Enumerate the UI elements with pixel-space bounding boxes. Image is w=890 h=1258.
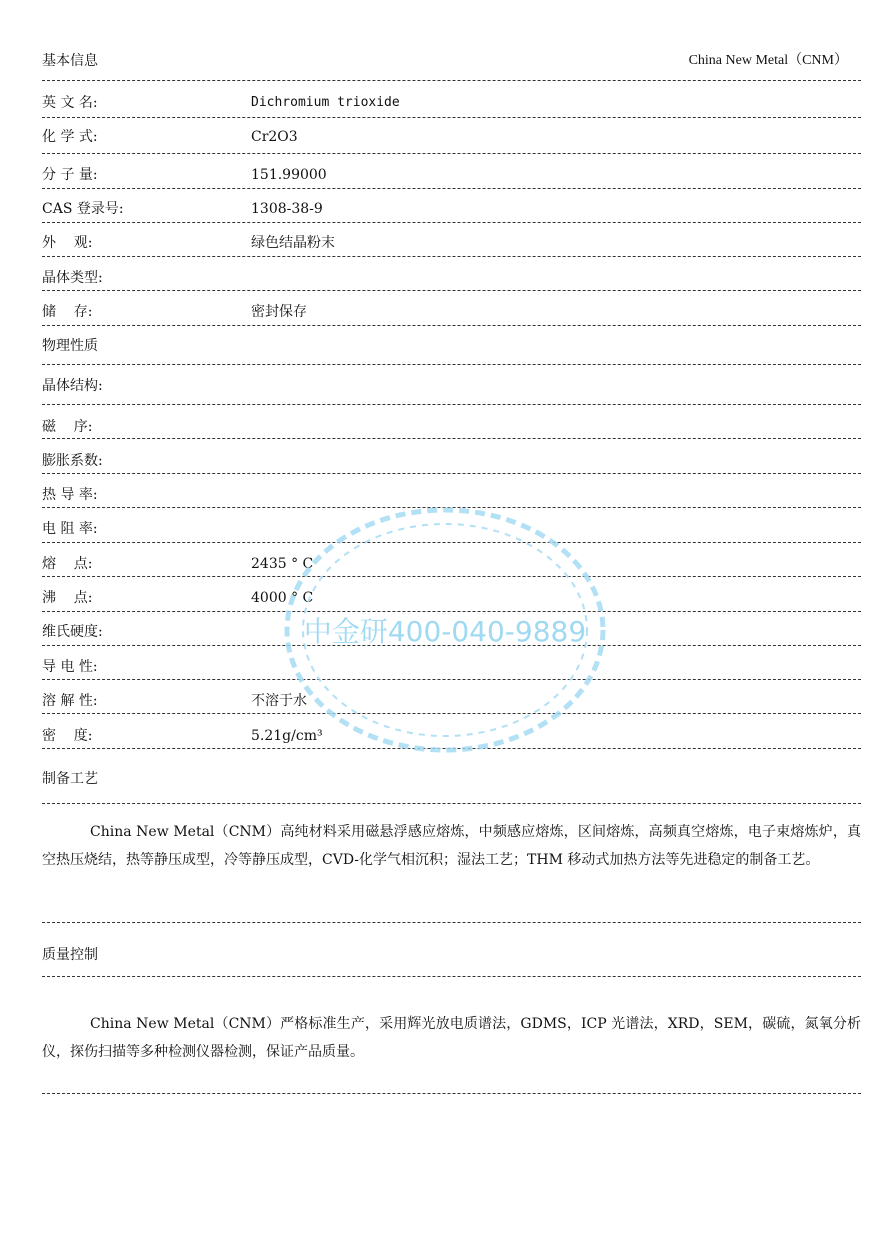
divider [42,611,861,612]
divider [42,679,861,680]
company-name: China New Metal（CNM） [688,53,848,68]
divider [42,576,861,577]
divider [42,325,861,326]
divider [42,256,861,257]
preparation-paragraph: China New Metal（CNM）高纯材料采用磁悬浮感应熔炼，中频感应熔炼，区间熔炼，高频真空熔炼，电子束熔炼炉，真空热压烧结，热等静压成型，冷等静压成型，CVD-化学气相沉积；湿法工艺；THM 移动式加热方法等先进稳定的制备工艺。 [42,824,861,868]
label-melting-point: 熔 点: [42,556,93,572]
divider [42,364,861,365]
label-cas: CAS 登录号: [42,201,124,217]
value-english-name: Dichromium trioxide [251,95,400,110]
label-conductivity: 导 电 性: [42,659,98,675]
label-expansion: 膨胀系数: [42,453,103,469]
label-molecular-weight: 分 子 量: [42,167,98,183]
divider [42,188,861,189]
divider [42,80,861,81]
value-boiling-point: 4000 ° C [251,590,314,606]
value-melting-point: 2435 ° C [251,556,314,572]
label-magnetic-order: 磁 序: [42,419,93,435]
value-cas: 1308-38-9 [251,201,323,217]
value-solubility: 不溶于水 [251,693,307,709]
label-resistivity: 电 阻 率: [42,521,98,537]
value-molecular-weight: 151.99000 [251,167,327,183]
divider [42,1093,861,1094]
label-crystal-type: 晶体类型: [42,270,103,286]
divider [42,645,861,646]
value-density: 5.21g/cm³ [251,728,323,744]
section-title-physical: 物理性质 [42,338,98,354]
section-title-basic-info: 基本信息 [42,53,98,69]
divider [42,290,861,291]
value-appearance: 绿色结晶粉末 [251,235,335,251]
section-title-preparation: 制备工艺 [42,771,98,787]
watermark-text: 中金研400-040-9889 [303,615,587,648]
divider [42,922,861,923]
label-english-name: 英 文 名: [42,95,98,111]
label-crystal-structure: 晶体结构: [42,378,103,394]
label-thermal-conductivity: 热 导 率: [42,487,98,503]
divider [42,507,861,508]
label-appearance: 外 观: [42,235,93,251]
value-formula: Cr2O3 [251,129,298,145]
divider [42,542,861,543]
value-storage: 密封保存 [251,304,307,320]
divider [42,438,861,439]
divider [42,117,861,118]
divider [42,153,861,154]
label-boiling-point: 沸 点: [42,590,93,606]
label-storage: 储 存: [42,304,93,320]
label-vickers-hardness: 维氏硬度: [42,624,103,640]
divider [42,803,861,804]
divider [42,473,861,474]
divider [42,404,861,405]
label-formula: 化 学 式: [42,129,98,145]
divider [42,748,861,749]
label-solubility: 溶 解 性: [42,693,98,709]
label-density: 密 度: [42,728,93,744]
divider [42,222,861,223]
quality-paragraph: China New Metal（CNM）严格标准生产，采用辉光放电质谱法，GDMS，ICP 光谱法，XRD，SEM，碳硫，氮氧分析仪，探伤扫描等多种检测仪器检测，保证产品质量。 [42,1016,861,1060]
section-title-quality: 质量控制 [42,947,98,963]
divider [42,976,861,977]
divider [42,713,861,714]
